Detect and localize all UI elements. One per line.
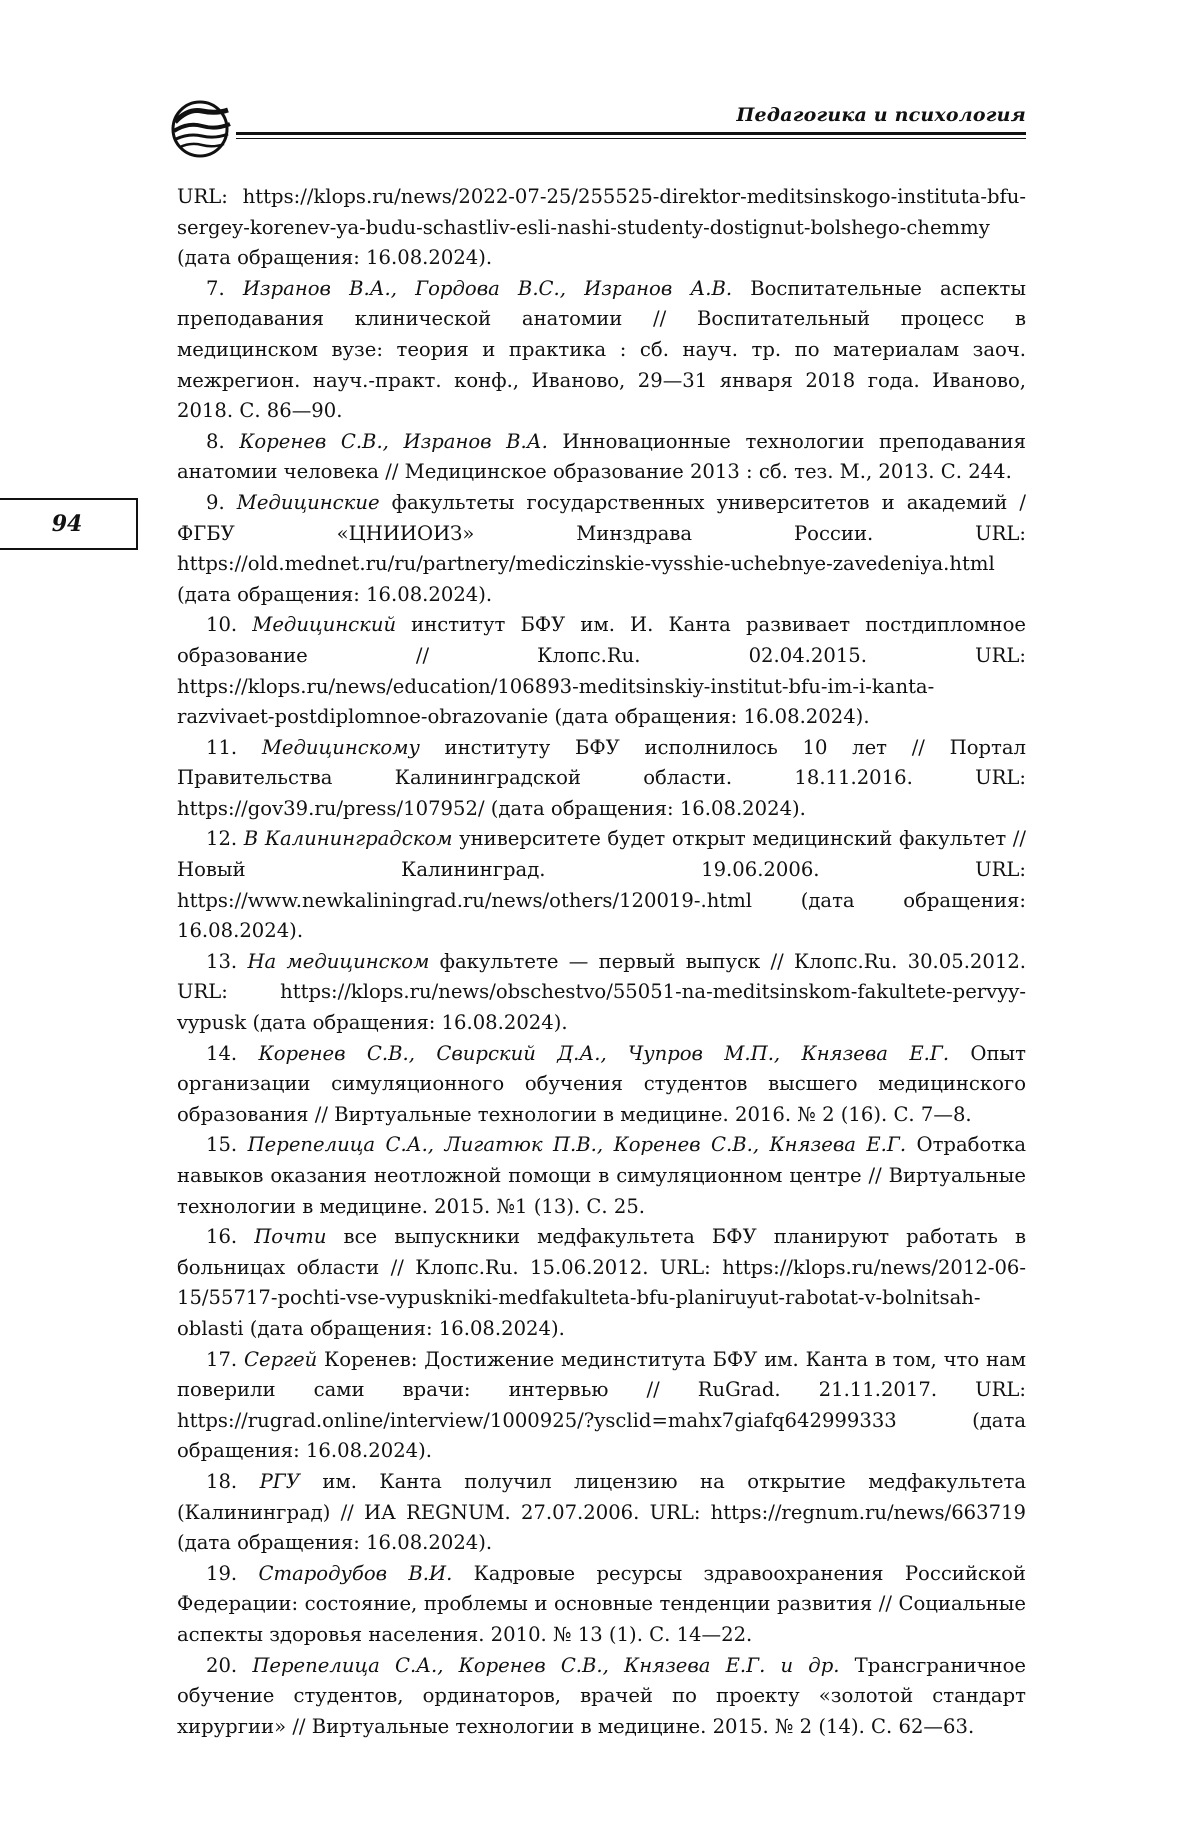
reference-item: 8. Коренев С.В., Изранов В.А. Инновационные технологии преподавания анатомии человека // Медицинское образование 2013 : сб. тез. М., 2013. С. 244. (177, 429, 1026, 484)
reference-item: 9. Медицинские факультеты государственных университетов и академий / ФГБУ «ЦНИИОИЗ» Минздрава России. URL: https://old.mednet.ru/ru/partnery/mediczinskie-vysshie-uchebnye-zavedeniya.html (дата обращения: 16.08.2024). (177, 490, 1026, 606)
reference-item: URL: https://klops.ru/news/2022-07-25/255525-direktor-meditsinskogo-instituta-bfu-sergey-korenev-ya-budu-schastliv-esli-nashi-studenty-dostignut-bolshego-chemmy (дата обращения: 16.08.2024). (177, 185, 1026, 270)
reference-item: 17. Сергей Коренев: Достижение мединститута БФУ им. Канта в том, что нам поверили сами врачи: интервью // RuGrad. 21.11.2017. URL: https://rugrad.online/interview/1000925/?ysclid=mahx7giafq642999333 (дата обращения: 16.08.2024). (177, 1347, 1026, 1463)
reference-item: 15. Перепелица С.А., Лигатюк П.В., Коренев С.В., Князева Е.Г. Отработка навыков оказания неотложной помощи в симуляционном центре // Виртуальные технологии в медицине. 2015. №1 (13). С. 25. (177, 1133, 1027, 1218)
reference-item: 10. Медицинский институт БФУ им. И. Канта развивает постдипломное образование // Клопс.Ru. 02.04.2015. URL: https://klops.ru/news/education/106893-meditsinskiy-institut-bfu-im-i-kanta-razvivaet-postdiplomnoe-obrazovanie (дата обращения: 16.08.2024). (177, 613, 1027, 729)
reference-item: 7. Изранов В.А., Гордова В.С., Изранов А.В. Воспитательные аспекты преподавания клинической анатомии // Воспитательный процесс в медицинском вузе: теория и практика : сб. науч. тр. по материалам заоч. межрегион. науч.-практ. конф., Иваново, 29—31 января 2018 года. Иваново, 2018. С. 86—90. (177, 276, 1026, 423)
reference-item: 16. Почти все выпускники медфакультета БФУ планируют работать в больницах области // Клопс.Ru. 15.06.2012. URL: https://klops.ru/news/2012-06-15/55717-pochti-vse-vypuskniki-medfakulteta-bfu-planiruyut-rabotat-v-bolnitsah-oblasti (дата обращения: 16.08.2024). (177, 1225, 1027, 1340)
reference-item: 13. На медицинском факультете — первый выпуск // Клопс.Ru. 30.05.2012. URL: https://klops.ru/news/obschestvo/55051-na-meditsinskom-fakultete-pervyy-vypusk (дата обращения: 16.08.2024). (177, 949, 1027, 1035)
reference-item: 20. Перепелица С.А., Коренев С.В., Князева Е.Г. и др. Трансграничное обучение студентов, ординаторов, врачей по проекту «золотой стандарт хирургии» // Виртуальные технологии в медицине. 2015. № 2 (14). С. 62—63. (177, 1653, 1026, 1738)
reference-list (177, 182, 1026, 1742)
journal-logo-icon (170, 98, 234, 160)
running-title: Педагогика и психология (736, 104, 1026, 126)
page-number: 94 (0, 498, 138, 550)
reference-item: 19. Стародубов В.И. Кадровые ресурсы здравоохранения Российской Федерации: состояние, проблемы и основные тенденции развития // Социальные аспекты здоровья населения. 2010. № 13 (1). С. 14—22. (177, 1561, 1026, 1646)
header-rule (236, 132, 1026, 135)
reference-item: 12. В Калининградском университете будет открыт медицинский факультет // Новый Калининград. 19.06.2006. URL: https://www.newkaliningrad.ru/news/others/120019-.html (дата обращения: 16.08.2024). (177, 827, 1026, 943)
reference-item: 11. Медицинскому институту БФУ исполнилось 10 лет // Портал Правительства Калининградской области. 18.11.2016. URL: https://gov39.ru/press/107952/ (дата обращения: 16.08.2024). (177, 735, 1026, 820)
reference-item: 14. Коренев С.В., Свирский Д.А., Чупров М.П., Князева Е.Г. Опыт организации симуляционного обучения студентов высшего медицинского образования // Виртуальные технологии в медицине. 2016. № 2 (16). С. 7—8. (177, 1041, 1026, 1126)
header-rule-thin (236, 138, 1026, 139)
reference-item: 18. РГУ им. Канта получил лицензию на открытие медфакультета (Калининград) // ИА REGNUM. 27.07.2006. URL: https://regnum.ru/news/663719 (дата обращения: 16.08.2024). (177, 1469, 1026, 1555)
